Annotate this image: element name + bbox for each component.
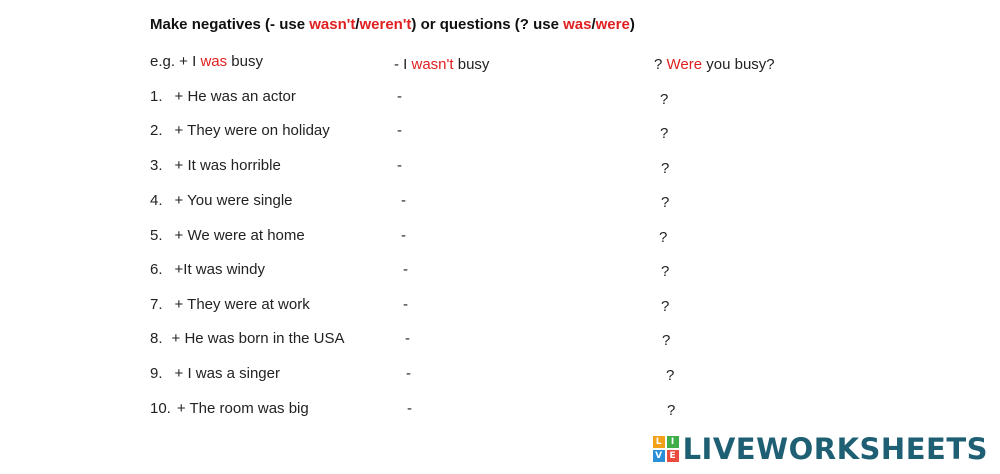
question-answer[interactable]: ?: [661, 298, 670, 315]
question-answer[interactable]: ?: [660, 91, 669, 108]
exercise-row: [0, 122, 1000, 144]
logo-text: LIVEWORKSHEETS: [682, 432, 988, 466]
negative-answer[interactable]: -: [403, 261, 408, 278]
item-sentence: + He was born in the USA: [171, 330, 345, 347]
title-text: ) or questions (? use: [411, 16, 564, 33]
logo-tile: E: [667, 450, 679, 462]
title-was: was: [563, 16, 592, 33]
negative-answer[interactable]: -: [406, 365, 411, 382]
title-werent: weren't: [359, 16, 412, 33]
exercise-row: [0, 400, 1000, 422]
exercise-sentence: [150, 157, 281, 174]
exercise-sentence: [150, 330, 345, 347]
exercise-sentence: [150, 400, 309, 417]
title-wasnt: wasn't: [309, 16, 356, 33]
example-row: [0, 53, 1000, 75]
item-number: 2.: [150, 122, 163, 139]
item-number: 10.: [150, 400, 171, 417]
question-answer[interactable]: ?: [661, 160, 670, 177]
logo-tile: I: [667, 436, 679, 448]
liveworksheets-logo: [653, 432, 988, 466]
title-were: were: [595, 16, 630, 33]
negative-answer[interactable]: -: [407, 400, 412, 417]
negative-answer[interactable]: -: [405, 330, 410, 347]
negative-answer[interactable]: -: [403, 296, 408, 313]
logo-tile: L: [653, 436, 665, 448]
item-sentence: + We were at home: [174, 227, 305, 244]
question-answer[interactable]: ?: [661, 263, 670, 280]
item-number: 1.: [150, 88, 163, 105]
question-answer[interactable]: ?: [662, 332, 671, 349]
logo-icon: [653, 436, 679, 462]
logo-tile: V: [653, 450, 665, 462]
exercise-row: [0, 192, 1000, 214]
example-sentence: e.g. + I was busy: [150, 53, 263, 70]
exercise-sentence: [150, 122, 330, 139]
item-sentence: + They were on holiday: [174, 122, 330, 139]
item-number: 8.: [150, 330, 163, 347]
exercise-sentence: [150, 192, 293, 209]
exercise-row: [0, 157, 1000, 179]
item-sentence: + It was horrible: [174, 157, 281, 174]
item-number: 3.: [150, 157, 163, 174]
example-negative: - I wasn't busy: [394, 56, 490, 73]
item-number: 5.: [150, 227, 163, 244]
negative-answer[interactable]: -: [401, 192, 406, 209]
exercise-row: [0, 330, 1000, 352]
negative-answer[interactable]: -: [397, 88, 402, 105]
exercise-sentence: [150, 88, 296, 105]
title-slash: /: [355, 16, 360, 33]
item-sentence: + He was an actor: [174, 88, 296, 105]
example-question: ? Were you busy?: [654, 56, 775, 73]
exercise-sentence: [150, 296, 310, 313]
item-number: 7.: [150, 296, 163, 313]
exercise-sentence: [150, 365, 280, 382]
question-answer[interactable]: ?: [660, 125, 669, 142]
negative-answer[interactable]: -: [397, 122, 402, 139]
title-slash: /: [591, 16, 596, 33]
negative-answer[interactable]: -: [401, 227, 406, 244]
exercise-sentence: [150, 261, 265, 278]
exercise-row: [0, 227, 1000, 249]
item-sentence: + The room was big: [176, 400, 309, 417]
question-answer[interactable]: ?: [666, 367, 675, 384]
item-sentence: +It was windy: [174, 261, 265, 278]
question-answer[interactable]: ?: [659, 229, 668, 246]
item-sentence: + I was a singer: [174, 365, 280, 382]
title-text: Make negatives (- use: [150, 16, 310, 33]
title-text: ): [629, 16, 635, 33]
item-sentence: + They were at work: [174, 296, 310, 313]
exercise-row: [0, 365, 1000, 387]
exercise-sentence: [150, 227, 305, 244]
question-answer[interactable]: ?: [661, 194, 670, 211]
instruction-title: [150, 16, 635, 33]
item-number: 4.: [150, 192, 163, 209]
exercise-row: [0, 296, 1000, 318]
exercise-row: [0, 88, 1000, 110]
item-number: 6.: [150, 261, 163, 278]
exercise-row: [0, 261, 1000, 283]
item-sentence: + You were single: [174, 192, 293, 209]
item-number: 9.: [150, 365, 163, 382]
question-answer[interactable]: ?: [667, 402, 676, 419]
negative-answer[interactable]: -: [397, 157, 402, 174]
